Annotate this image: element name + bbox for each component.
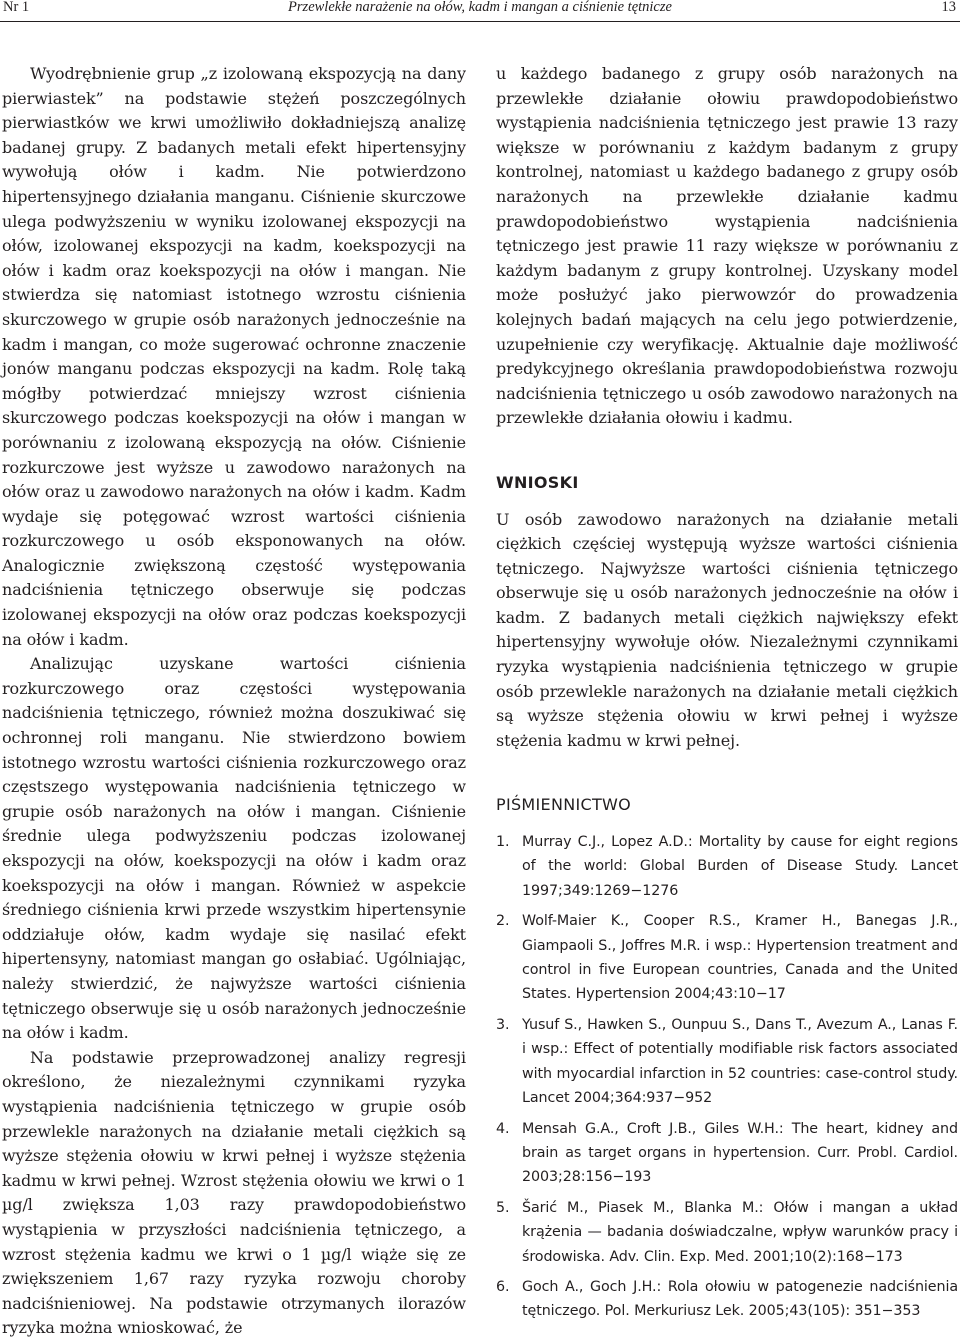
- conclusions-paragraph: U osób zawodowo narażonych na działanie metali ciężkich częściej występują wyższe wartości ciśnienia tętniczego. Najwyższe wartości ciśnienia tętniczego obserwuje się u osób narażonych jednocześnie na ołów i kadm. Z badanych metali ciężkich największy efekt hipertensyjny wywołuje ołów. Niezależnymi czynnikami ryzyka wystąpienia nadciśnienia tętniczego w grupie osób przewlekle narażonych na działanie metali ciężkich są wyższe stężenia ołowiu w krwi pełnej i wyższe stężenia kadmu w krwi pełnej.: [496, 509, 958, 750]
- header-divider: [0, 21, 960, 22]
- references-list: [496, 830, 958, 1324]
- reference-item: [496, 830, 958, 903]
- right-column: [496, 62, 958, 1330]
- reference-item: [496, 1196, 958, 1269]
- reference-text: Šarić M., Piasek M., Blanka M.: Ołów i mangan a układ krążenia — badania doświadczalne, wpływ warunków pracy i środowiska. Adv. Clin. Exp. Med. 2001;10(2):168−173: [522, 1199, 958, 1265]
- reference-number: 5.: [496, 1199, 510, 1216]
- continued-paragraph: u każdego badanego z grupy osób narażonych na przewlekłe działanie ołowiu prawdopodobieństwo wystąpienia nadciśnienia tętniczego jest prawie 13 razy większe w porównaniu z każdym badanym z grupy kontrolnej, natomiast u każdego badanego z grupy osób narażonych na przewlekłe działanie kadmu prawdopodobieństwo wystąpienia nadciśnienia tętniczego jest prawie 11 razy większe w porównaniu z każdym badanym z grupy kontrolnej. Uzyskany model może posłużyć jako pierwowzór do prowadzenia kolejnych badań mających na celu jego potwierdzenie, uzupełnienie czy weryfikację. Aktualnie daje możliwość predykcyjnego określania prawdopodobieństwa rozwoju nadciśnienia tętniczego u osób zawodowo narażonych na przewlekłe działania ołowiu i kadmu.: [496, 64, 958, 428]
- reference-item: [496, 909, 958, 1007]
- reference-item: [496, 1117, 958, 1190]
- reference-text: Mensah G.A., Croft J.B., Giles W.H.: The heart, kidney and brain as target organs in hypertension. Curr. Probl. Cardiol. 2003;28:156−193: [522, 1120, 958, 1186]
- reference-item: [496, 1013, 958, 1111]
- reference-number: 2.: [496, 913, 510, 930]
- body-paragraph-1: Wyodrębnienie grup „z izolowaną ekspozycją na dany pierwiastek” na podstawie stężeń poszczególnych pierwiastków we krwi umożliwiło dokładniejszą analizę badanej grupy. Z badanych metali efekt hipertensyjny wywołują ołów i kadm. Nie potwierdzono hipertensyjnego działania manganu. Ciśnienie skurczowe ulega podwyższeniu w wyniku izolowanej ekspozycji na ołów, izolowanej ekspozycji na kadm, koekspozycji na ołów i kadm oraz koekspozycji na ołów i mangan. Nie stwierdza się natomiast istotnego wzrostu ciśnienia skurczowego w grupie osób narażonych jednocześnie na kadm i mangan, co może sugerować ochronne znaczenie jonów manganu podczas ekspozycji na kadm. Rolę taką mógłby potwierdzać mniejszy wzrost ciśnienia skurczowego podczas koekspozycji na ołów i mangan w porównaniu z izolowaną ekspozycją na ołów. Ciśnienie rozkurczowe jest wyższe u zawodowo narażonych na ołów oraz u zawodowo narażonych na ołów i kadm. Kadm wydaje się potęgować wzrost wartości ciśnienia rozkurczowego u osób eksponowanych na ołów. Analogicznie zwiększoną częstość występowania nadciśnienia tętniczego obserwuje się podczas izolowanej ekspozycji na ołów oraz podczas koekspozycji na ołów i kadm.: [2, 64, 466, 649]
- reference-number: 4.: [496, 1120, 510, 1137]
- reference-item: [496, 1275, 958, 1324]
- issue-number: Nr 1: [3, 0, 30, 15]
- reference-text: Wolf-Maier K., Cooper R.S., Kramer H., Banegas J.R., Giampaoli S., Joffres M.R. i wsp.: Hypertension treatment and control in five European countries, Canada and the United States. Hypertension 2004;43:10−17: [522, 913, 958, 1003]
- reference-text: Murray C.J., Lopez A.D.: Mortality by cause for eight regions of the world: Global Burden of Disease Study. Lancet 1997;349:1269−1276: [522, 834, 958, 899]
- reference-number: 6.: [496, 1278, 510, 1295]
- reference-text: Yusuf S., Hawken S., Ounpuu S., Dans T., Avezum A., Lanas F. i wsp.: Effect of potentially modifiable risk factors associated with myocardial infarction in 52 countries: case-control study. Lancet 2004;364:937−952: [522, 1016, 958, 1107]
- references-heading: PIŚMIENNICTWO: [496, 795, 632, 815]
- running-title: Przewlekłe narażenie na ołów, kadm i mangan a ciśnienie tętnicze: [288, 0, 672, 15]
- body-paragraph-2: Analizując uzyskane wartości ciśnienia rozkurczowego oraz częstości występowania nadciśnienia tętniczego, również można doszukiwać się ochronnej roli manganu. Nie stwierdzono bowiem istotnego wzrostu wartości ciśnienia rozkurczowego oraz częstszego występowania nadciśnienia tętniczego w grupie osób narażonych na ołów i mangan. Ciśnienie średnie ulega podwyższeniu podczas izolowanej ekspozycji na ołów, koekspozycji na ołów i kadm oraz koekspozycji na ołów i mangan. Również w aspekcie średniego ciśnienia krwi przede wszystkim hipertensynie oddziałuje ołów, kadm wydaje się nasilać efekt hipertensyny, natomiast mangan go osłabiać. Ugólniając, należy stwierdzić, że najwyższe wartości ciśnienia tętniczego obserwuje się u osób narażonych jednocześnie na ołów i kadm.: [2, 654, 466, 1043]
- reference-number: 1.: [496, 834, 510, 851]
- conclusions-heading: WNIOSKI: [496, 472, 579, 492]
- body-paragraph-3: Na podstawie przeprowadzonej analizy regresji określono, że niezależnymi czynnikami ryzyka wystąpienia nadciśnienia tętniczego w grupie osób przewlekle narażonych na działanie metali ciężkich są wyższe stężenia ołowiu w krwi pełnej i wyższe stężenia kadmu w krwi pełnej. Wzrost stężenia ołowiu we krwi o 1 µg/l zwiększa 1,03 razy prawdopodobieństwo wystąpienia w przyszłości nadciśnienia tętniczego, a wzrost stężenia kadmu we krwi o 1 µg/l wiąże się ze zwiększeniem 1,67 razy ryzyka rozwoju choroby nadciśnieniowej. Na podstawie otrzymanych ilorazów ryzyka można wnioskować, że: [2, 1047, 466, 1338]
- reference-text: Goch A., Goch J.H.: Rola ołowiu w patogenezie nadciśnienia tętniczego. Pol. Merkuriusz Lek. 2005;43(105): 351−353: [522, 1278, 958, 1320]
- page-number: 13: [941, 0, 956, 15]
- page-header: [0, 0, 960, 22]
- left-column: [2, 62, 466, 1341]
- reference-number: 3.: [496, 1016, 510, 1033]
